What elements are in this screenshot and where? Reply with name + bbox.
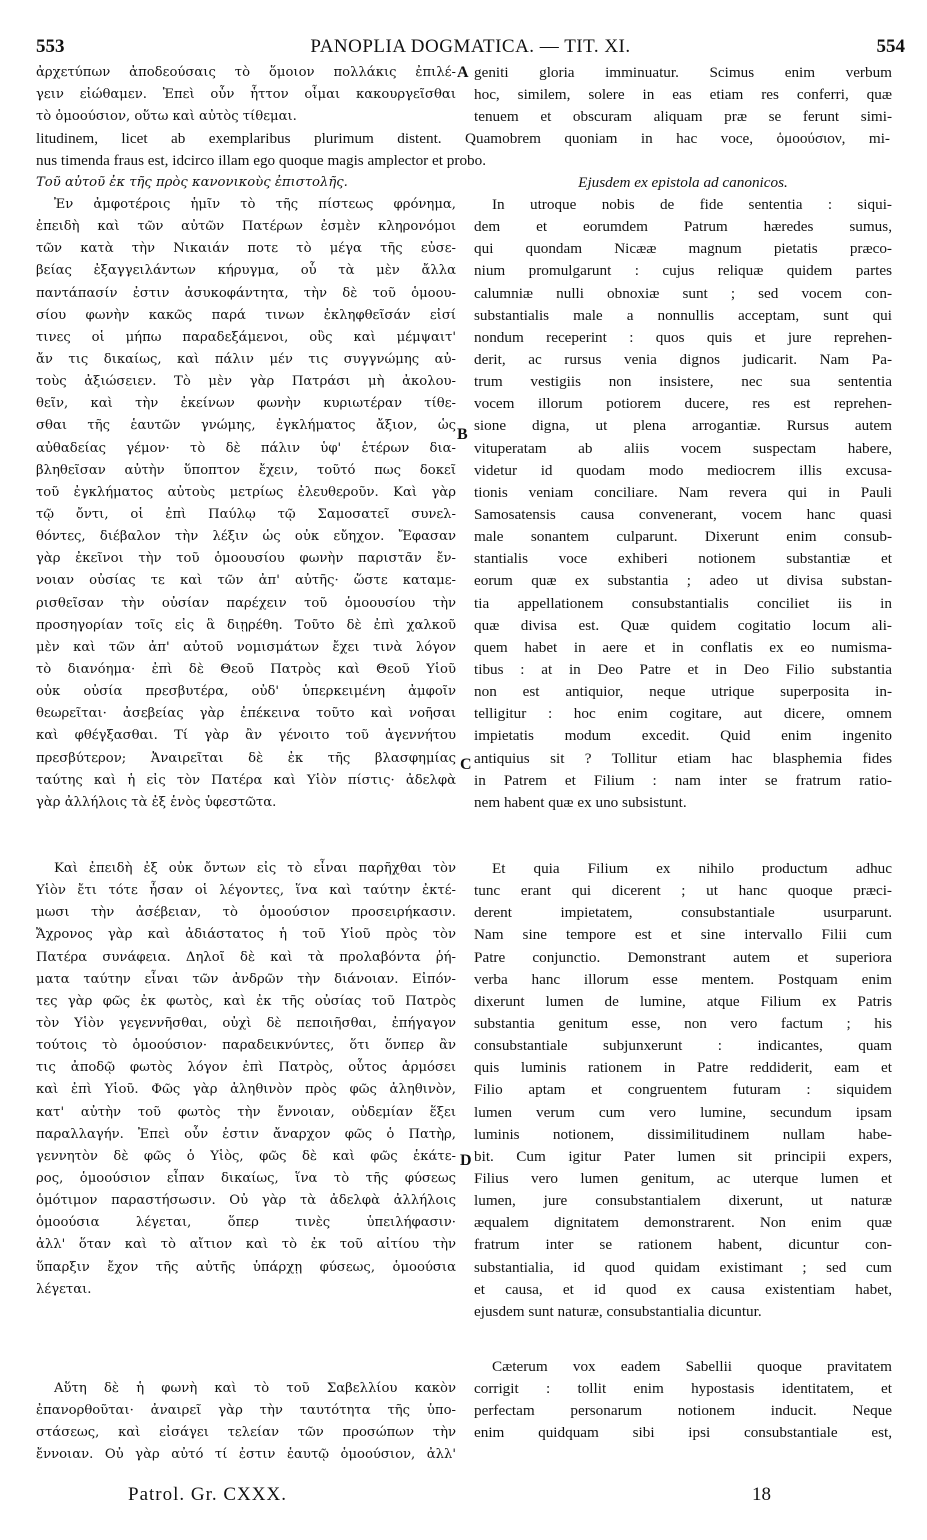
- greek-line: τες γὰρ φῶς ἐκ φωτὸς, καὶ ἐκ τῆς οὐσίας τοῦ Πατρὸς: [36, 993, 456, 1009]
- greek-line: Υἱὸν ἔτι τότε ἦσαν οἱ λέγοντες, ἵνα καὶ ταύτην ἐκτέ-: [36, 883, 456, 899]
- latin-line: quis luminis rationem in Patre reddiderit, eam et: [474, 1059, 892, 1077]
- margin-marker-c: C: [460, 756, 472, 773]
- latin-line: quæ divisa est. Quæ quidem cogitatio locum ali-: [474, 616, 892, 634]
- greek-line: ἐπανορθοῦται· ἀναιρεῖ γὰρ τὴν ταυτότητα τῆς ὑπο-: [36, 1403, 456, 1419]
- greek-line: Πατέρα συνάφεια. Δηλοῖ δὲ καὶ τὰ προλαβόντα ῥή-: [36, 949, 456, 965]
- greek-line: στάσεως, καὶ εἰσάγει τελείαν τῶν προσώπων τὴν: [36, 1425, 456, 1441]
- margin-marker-b: B: [457, 426, 468, 443]
- greek-line: γεννητὸν δὲ φῶς ὁ Υἱὸς, φῶς δὲ καὶ φῶς ἑκάτε-: [36, 1148, 456, 1164]
- greek-line: αὐθαδείας γέμον· τὸ δὲ πάλιν ὑφ' ἑτέρων δια-: [36, 440, 456, 456]
- latin-line: ejusdem sunt naturæ, consubstantialia dicuntur.: [474, 1302, 762, 1320]
- greek-line: βληθεῖσαν αὐτὴν ὕποπτον ἔχειν, τοῦτό πως δοκεῖ: [36, 462, 456, 478]
- latin-line: bit. Cum igitur Pater lumen sit principii expers,: [474, 1147, 892, 1165]
- greek-line: σθαι τῆς ἑαυτῶν γνώμης, ἐγκλήματος ἄξιον, ὡς: [36, 418, 456, 434]
- latin-line: antiquius sit ? Tollitur etiam hac blasphemia fides: [474, 749, 892, 767]
- greek-line: κατ' αὐτὴν τοῦ φωτὸς τὴν ἔννοιαν, οὐδεμίαν ἕξει: [36, 1104, 456, 1120]
- latin-column-top: [474, 62, 892, 128]
- latin-line: lumen, jure consubstantialem dixerunt, ut naturæ: [474, 1192, 892, 1210]
- greek-line: σίου φωνὴν κακῶς παρά τινων ἐκληφθεῖσάν εἰσί: [36, 307, 456, 323]
- greek-line: Ἐν ἀμφοτέροις ἡμῖν τὸ τῆς πίστεως φρόνημα,: [54, 197, 456, 212]
- greek-line: ἀρχετύπων ἀποδεούσαις τὸ ὅμοιον πολλάκις ἐπιλέ-: [36, 65, 456, 80]
- latin-line: et causa, et id quod ex causa existentiam habet,: [474, 1280, 892, 1298]
- greek-line: θεωρεῖται· ἀσεβείας γὰρ ἐπέκεινα τοῦτο καὶ νοῆσαι: [36, 706, 456, 722]
- latin-line: perfectam personarum notionem inducit. Neque: [474, 1402, 892, 1420]
- greek-line: μὲν καὶ τῶν ἀπ' αὐτοῦ νομισμάτων ἔχει τινὰ λόγον: [36, 639, 456, 655]
- latin-line: tibus : at in Deo Patre et in Deo Filio substantia: [474, 660, 892, 678]
- latin-line: derit, ac rursus venia dignos judicarit. Nam Pa-: [474, 350, 892, 368]
- latin-line: in Patrem et Filium : nam inter se fratrum ratio-: [474, 771, 892, 789]
- greek-column-body-2: [36, 858, 456, 1301]
- greek-line: ἀλλ' ὅταν καὶ τὸ αἴτιον καὶ τὸ ἐκ τοῦ αἰτίου τὴν: [36, 1237, 456, 1253]
- latin-line: sione digna, ut plena arrogantiæ. Rursus autem: [474, 417, 892, 435]
- latin-heading-text: Ejusdem ex epistola ad canonicos.: [578, 174, 788, 191]
- greek-line: γὰρ ἀλλήλοις τὰ ἐξ ἑνὸς ὑφεστῶτα.: [36, 794, 277, 810]
- latin-line: telligitur : hoc enim cogitare, aut dicere, omnem: [474, 705, 892, 723]
- latin-line: non est antiquior, neque utrique superposita in-: [474, 683, 892, 701]
- greek-line: τις ἀποδῷ φωτὸς λόγον ἐπὶ Πατρὸς, οὗτος ἁρμόσει: [36, 1060, 456, 1076]
- latin-line: enim quidquam sibi ipsi consubstantiale est,: [474, 1424, 892, 1442]
- greek-line: τοῦ ἐγκλήματος αὐτοὺς μετρίως ἐλευθεροῦν. Καὶ γὰρ: [36, 484, 456, 500]
- page-number-right: 554: [876, 36, 905, 57]
- latin-line: luminis notionem, dissimilitudinem nullam habe-: [474, 1125, 892, 1143]
- latin-line: impietatis modum excedit. Quid enim ingenito: [474, 727, 892, 745]
- full-width-text: [36, 128, 890, 172]
- latin-line: hoc, similem, solere in eas etiam res conferri, quæ: [474, 86, 892, 104]
- greek-line: τινες οἱ μήπω παραδεξάμενοι, οὓς καὶ μέμψαιτ': [36, 329, 456, 345]
- greek-line: ρισθεῖσαν τὴν οὐσίαν παρέχειν τοῦ ὁμοουσίου τὴν: [36, 595, 456, 611]
- greek-line: ὁμοούσια λέγεται, ὅπερ τινὲς ὑπειλήφασιν·: [36, 1215, 456, 1231]
- latin-line: Et quia Filium ex nihilo productum adhuc: [492, 860, 892, 877]
- latin-line: trum vestigiis non insistere, nec sua sententia: [474, 373, 892, 391]
- greek-heading: [36, 172, 456, 194]
- footer-signature: 18: [752, 1484, 771, 1505]
- latin-line: lumen verum cum vero lumine, secundum ipsam: [474, 1103, 892, 1121]
- greek-line: Ἄχρονος γὰρ καὶ ἀδιάστατος ἡ τοῦ Υἱοῦ πρὸς τὸν: [36, 927, 456, 943]
- latin-line: male sonantem culparunt. Dixerunt enim consub-: [474, 528, 892, 546]
- latin-line: eorum quæ ex substantia ; adeo ut divisa substan-: [474, 572, 892, 590]
- latin-line: Cæterum vox eadem Sabellii quoque pravitatem: [492, 1358, 892, 1375]
- latin-line: verba hanc illorum esse mentem. Postquam enim: [474, 970, 892, 988]
- footer-source: Patrol. Gr. CXXX.: [128, 1484, 287, 1505]
- greek-line: τὸν Υἱὸν γεγεννῆσθαι, οὐχὶ δὲ πεποιῆσθαι, ἐπήγαγον: [36, 1015, 456, 1031]
- margin-marker-a: A: [457, 64, 469, 81]
- latin-line: consubstantiale subjunxerunt : indicantes, quam: [474, 1037, 892, 1055]
- page-number-left: 553: [36, 36, 65, 57]
- latin-column-body: [474, 194, 892, 814]
- greek-line: τῶν κατὰ τὴν Νικαιάν ποτε τὸ μέγα τῆς εὐσε-: [36, 241, 456, 257]
- greek-line: παντάπασίν ἐστιν ἀσυκοφάντητα, τὴν δὲ τοῦ ὁμοου-: [36, 285, 456, 301]
- greek-line: ρος, ὁμοούσιον εἶπαν δικαίως, ἵνα τὸ τῆς φύσεως: [36, 1170, 456, 1186]
- greek-line: προσηγορίαν τοῖς εἰς ἃ διῃρέθη. Τοῦτο δὲ ἐπὶ χαλκοῦ: [36, 617, 456, 633]
- greek-column-body: [36, 194, 456, 814]
- greek-line: θόντες, διέβαλον τὴν λέξιν ὡς οὐκ εὔηχον. Ἔφασαν: [36, 529, 456, 545]
- latin-line: calumniæ nulli obnoxiæ sunt ; sed vocem con-: [474, 284, 892, 302]
- latin-line: vocem illorum potiorem ducere, res est reprehen-: [474, 395, 892, 413]
- greek-line: τοὺς ἀξιώσειεν. Τὸ μὲν γὰρ Πατράσι μὴ ἀκολου-: [36, 374, 456, 390]
- full-line: nus timenda fraus est, idcirco illam ego quoque magis amplector et probo.: [36, 152, 487, 170]
- latin-line: tenuem et obscuram aliquam præ se ferunt simi-: [474, 108, 892, 126]
- greek-line: τὸ ὁμοούσιον, οὕτω καὶ αὐτὸς τίθεμαι.: [36, 109, 297, 125]
- greek-column-body-3: [36, 1378, 456, 1467]
- page-header: [36, 36, 905, 60]
- greek-line: θεῖν, καὶ τὴν ἐκείνων φωνὴν κυριωτέραν τίθε-: [36, 396, 456, 412]
- latin-line: Patre conjunctio. Demonstrant autem et superiora: [474, 948, 892, 966]
- greek-line: τὸ διανόημα· ἐπὶ δὲ Θεοῦ Πατρὸς καὶ Θεοῦ Υἱοῦ: [36, 661, 456, 677]
- latin-line: In utroque nobis de fide sententia : siqui-: [492, 196, 892, 213]
- greek-line: ταύτης καὶ ἡ εἰς τὸν Πατέρα καὶ Υἱὸν πίστις· ἀδελφὰ: [36, 772, 456, 788]
- greek-line: ἔννοιαν. Οὐ γὰρ αὐτό τί ἐστιν ἑαυτῷ ὁμοούσιον, ἀλλ': [36, 1447, 456, 1463]
- greek-line: νοιαν οὐσίας τε καὶ τῶν ἀπ' αὐτῆς· ὥστε καταμε-: [36, 573, 456, 589]
- latin-line: æqualem dignitatem demonstrarent. Non enim quæ: [474, 1214, 892, 1232]
- running-title: PANOPLIA DOGMATICA. — TIT. XI.: [310, 36, 631, 57]
- latin-line: dem et eorumdem Patrum hæredes sumus,: [474, 218, 892, 236]
- greek-line: καὶ φθέγξασθαι. Τί γὰρ ἂν γένοιτο τοῦ ἀγεννήτου: [36, 728, 456, 744]
- greek-line: ἐπειδὴ καὶ τῶν αὐτῶν Πατέρων ἐσμὲν κληρονόμοι: [36, 219, 456, 235]
- greek-line: ὕπαρξιν ἔχον τῆς αὐτῆς ὑπάρχῃ φύσεως, ὁμοούσια: [36, 1259, 456, 1275]
- latin-line: tionis veniam conciliare. Nam revera qui in Pauli: [474, 483, 892, 501]
- latin-line: fratrum inter se rationem habent, dicuntur con-: [474, 1236, 892, 1254]
- latin-line: geniti gloria imminuatur. Scimus enim verbum: [474, 64, 892, 81]
- latin-line: substantialis male a nonnullis acceptam, sunt qui: [474, 306, 892, 324]
- greek-line: οὐκ οὐσία πρεσβυτέρα, οὐδ' ὑπερκειμένη ἀμφοῖν: [36, 684, 456, 700]
- latin-line: qui quondam Nicææ magnum pietatis præco-: [474, 240, 892, 258]
- latin-line: nem habent quæ ex uno subsistunt.: [474, 793, 687, 811]
- greek-line: μωσι τὴν ἀσέβειαν, τὸ ὁμοούσιον προσειρήκασιν.: [36, 905, 456, 921]
- greek-line: καὶ ἐπὶ Υἱοῦ. Φῶς γὰρ ἀληθινὸν πρὸς φῶς ἀληθινὸν,: [36, 1082, 456, 1098]
- latin-line: substantialia, id quod quidam existimant ; sed cum: [474, 1258, 892, 1276]
- latin-line: quem habet in aere et in conflatis ex eo numisma-: [474, 638, 892, 656]
- latin-heading: [474, 172, 892, 194]
- greek-line: ἄν τις δικαίως, καὶ πάλιν μέν τις συγγνώμης αὐ-: [36, 351, 456, 367]
- latin-line: vituperatam ab aliis vocem suspectam habere,: [474, 439, 892, 457]
- greek-line: παραλλαγήν. Ἐπεὶ οὖν ἐστιν ἄναρχον φῶς ὁ Πατὴρ,: [36, 1126, 456, 1142]
- greek-line: λέγεται.: [36, 1281, 92, 1297]
- greek-line: τῷ ὄντι, οἱ ἐπὶ Παύλῳ τῷ Σαμοσατεῖ συνελ-: [36, 506, 456, 522]
- greek-line: βείας ἐξαγγειλάντων κήρυγμα, οὗ τὰ μὲν ἄλλα: [36, 263, 456, 279]
- greek-line: γειν εἰώθαμεν. Ἐπεὶ οὖν ἧττον οἶμαι κακουργεῖσθαι: [36, 87, 456, 103]
- latin-line: Nam sine tempore est et sine intervallo Filii cum: [474, 926, 892, 944]
- latin-line: corrigit : tollit enim hypostasis identitatem, et: [474, 1380, 892, 1398]
- latin-line: videtur id quodam modo mediocrem illis excusa-: [474, 461, 892, 479]
- greek-line: Αὕτη δὲ ἡ φωνὴ καὶ τὸ τοῦ Σαβελλίου κακὸν: [54, 1381, 456, 1396]
- latin-line: nium promulgarunt : cujus reliquæ quidem partes: [474, 262, 892, 280]
- latin-line: Filius vero lumen genitum, ac uterque lumen et: [474, 1169, 892, 1187]
- full-line: litudinem, licet ab exemplaribus plurimum distent. Quamobrem quoniam in hac voce, ὁμοούσιον, mi-: [36, 130, 890, 147]
- latin-line: dixerunt lumen de lumine, atque Filium ex Patris: [474, 992, 892, 1010]
- latin-line: tunc erant qui dicerent ; ut hanc quoque præci-: [474, 882, 892, 900]
- greek-heading-text: Τοῦ αὐτοῦ ἐκ τῆς πρὸς κανονικοὺς ἐπιστολῆς.: [36, 175, 348, 190]
- latin-column-body-3: [474, 1356, 892, 1445]
- margin-marker-d: D: [460, 1152, 472, 1169]
- latin-line: Samosatensis causa convenerant, vocem hanc quasi: [474, 505, 892, 523]
- greek-line: τούτοις τὸ ὁμοούσιον· παραδεικνύντες, ὅτι ὅνπερ ἂν: [36, 1038, 456, 1054]
- greek-line: ὁμότιμον παραστήσωσιν. Οὐ γὰρ τὰ ἀδελφὰ ἀλλήλοις: [36, 1193, 456, 1209]
- greek-line: Καὶ ἐπειδὴ ἐξ οὐκ ὄντων εἰς τὸ εἶναι παρῆχθαι τὸν: [54, 861, 456, 876]
- latin-line: Filio aptam et congruentem futuram : siquidem: [474, 1081, 892, 1099]
- greek-line: ματα ταύτην εἶναι τῶν ἀνδρῶν τὴν διάνοιαν. Εἰπόν-: [36, 971, 456, 987]
- latin-column-body-2: [474, 858, 892, 1323]
- latin-line: tia appellationem consubstantialis conciliet iis in: [474, 594, 892, 612]
- greek-line: πρεσβύτερον; Ἀναιρεῖται δὲ ἐκ τῆς βλασφημίας: [36, 750, 456, 766]
- greek-column-top: [36, 62, 456, 128]
- latin-line: derent impietatem, consubstantiale usurparunt.: [474, 904, 892, 922]
- latin-line: substantia genitum esse, non vero factum ; his: [474, 1014, 892, 1032]
- greek-line: γὰρ ἐκεῖνοι τὴν τοῦ ὁμοουσίου φωνὴν παριστᾶν ἔν-: [36, 551, 456, 567]
- latin-line: stantialis voce exhiberi notionem substantiæ et: [474, 550, 892, 568]
- latin-line: nondum receperint : quos quis et jure reprehen-: [474, 328, 892, 346]
